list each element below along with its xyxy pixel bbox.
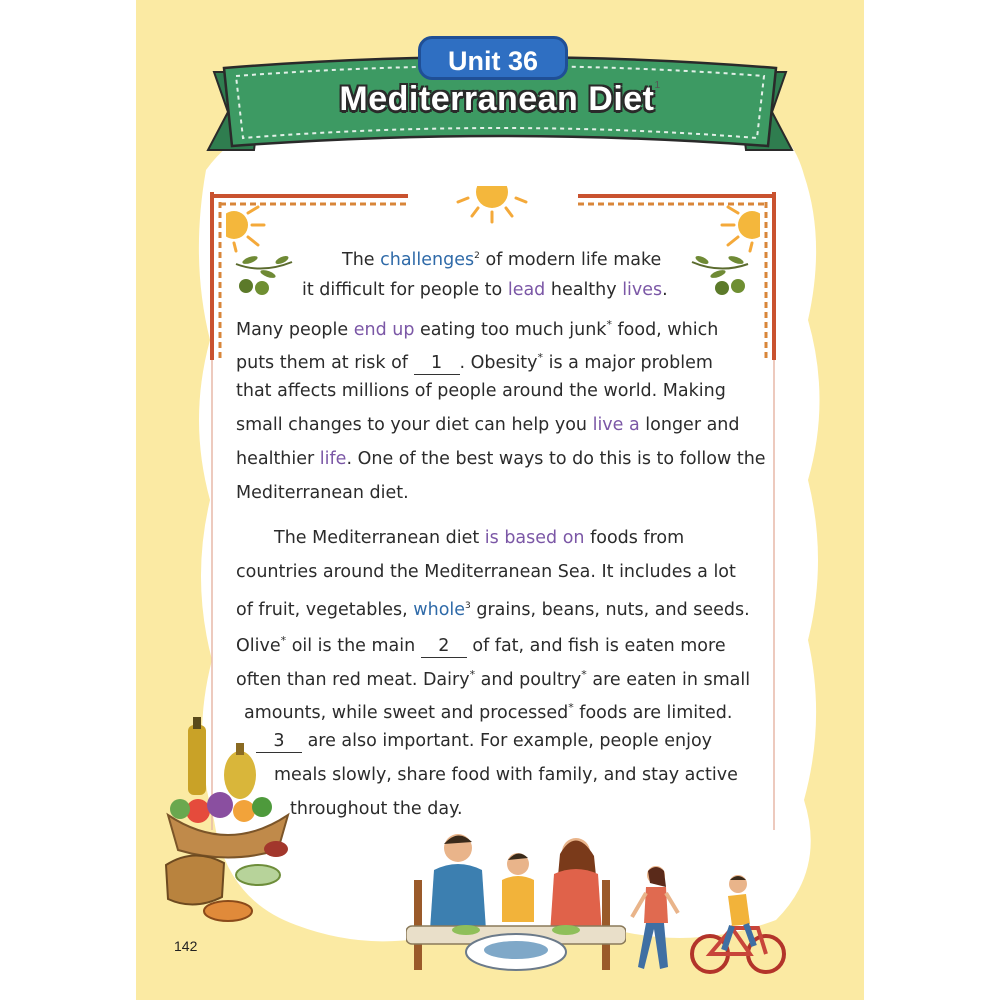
sun-icon — [454, 186, 530, 226]
passage-line: of fruit, vegetables, whole$^3$ grains, beans, nuts, and seeds. — [236, 599, 750, 620]
vocab-is-based-on: is based on — [484, 528, 585, 549]
reading-passage — [236, 240, 776, 827]
passage-line: countries around the Mediterranean Sea. It includes a lot — [236, 562, 736, 583]
passage-line: often than red meat. Dairy* and poultry* are eaten in small — [236, 667, 751, 690]
passage-line: meals slowly, share food with family, and stay active — [274, 764, 738, 785]
blank-2[interactable]: 2 — [421, 635, 467, 658]
page-title — [136, 80, 864, 119]
passage-line: Mediterranean diet. — [236, 482, 409, 503]
cyclist-illustration — [688, 872, 788, 977]
title-footnote: 1 — [654, 80, 661, 91]
vocab-lives: lives — [622, 279, 663, 300]
blank-1[interactable]: 1 — [414, 352, 460, 375]
passage-line: throughout the day. — [290, 798, 463, 819]
passage-line: 3 are also important. For example, people enjoy — [236, 725, 776, 759]
textbook-page — [136, 0, 864, 1000]
blank-3[interactable]: 3 — [256, 730, 302, 753]
family-meal-illustration — [406, 830, 626, 980]
vocab-end-up: end up — [353, 319, 415, 340]
vocab-live-a: live a — [592, 414, 640, 435]
passage-line: that affects millions of people around the world. Making — [236, 381, 726, 402]
passage-line: small changes to your diet can help you live a longer and — [236, 414, 740, 435]
passage-line: it difficult for people to lead healthy lives. — [302, 279, 668, 300]
passage-line: healthier life. One of the best ways to do this is to follow the — [236, 448, 766, 469]
food-basket-illustration — [158, 715, 298, 940]
title-text: Mediterranean Diet — [339, 80, 655, 118]
vocab-challenges: challenges — [380, 249, 475, 270]
page-number: 142 — [174, 938, 198, 954]
unit-badge: Unit 36 — [418, 36, 568, 80]
passage-line: Olive* oil is the main 2 of fat, and fish is eaten more — [236, 633, 726, 656]
passage-line: amounts, while sweet and processed* foods are limited. — [244, 701, 733, 724]
walking-person-illustration — [626, 865, 682, 980]
vocab-lead: lead — [507, 279, 546, 300]
passage-line: puts them at risk of 1 . Obesity* is a major problem — [236, 351, 713, 374]
passage-line: The Mediterranean diet is based on foods from — [274, 528, 685, 549]
vocab-whole: whole — [413, 599, 466, 620]
passage-line: The challenges$^2$ of modern life make — [342, 249, 662, 270]
vocab-life: life — [319, 448, 347, 469]
passage-line: Many people end up eating too much junk* food, which — [236, 317, 719, 340]
